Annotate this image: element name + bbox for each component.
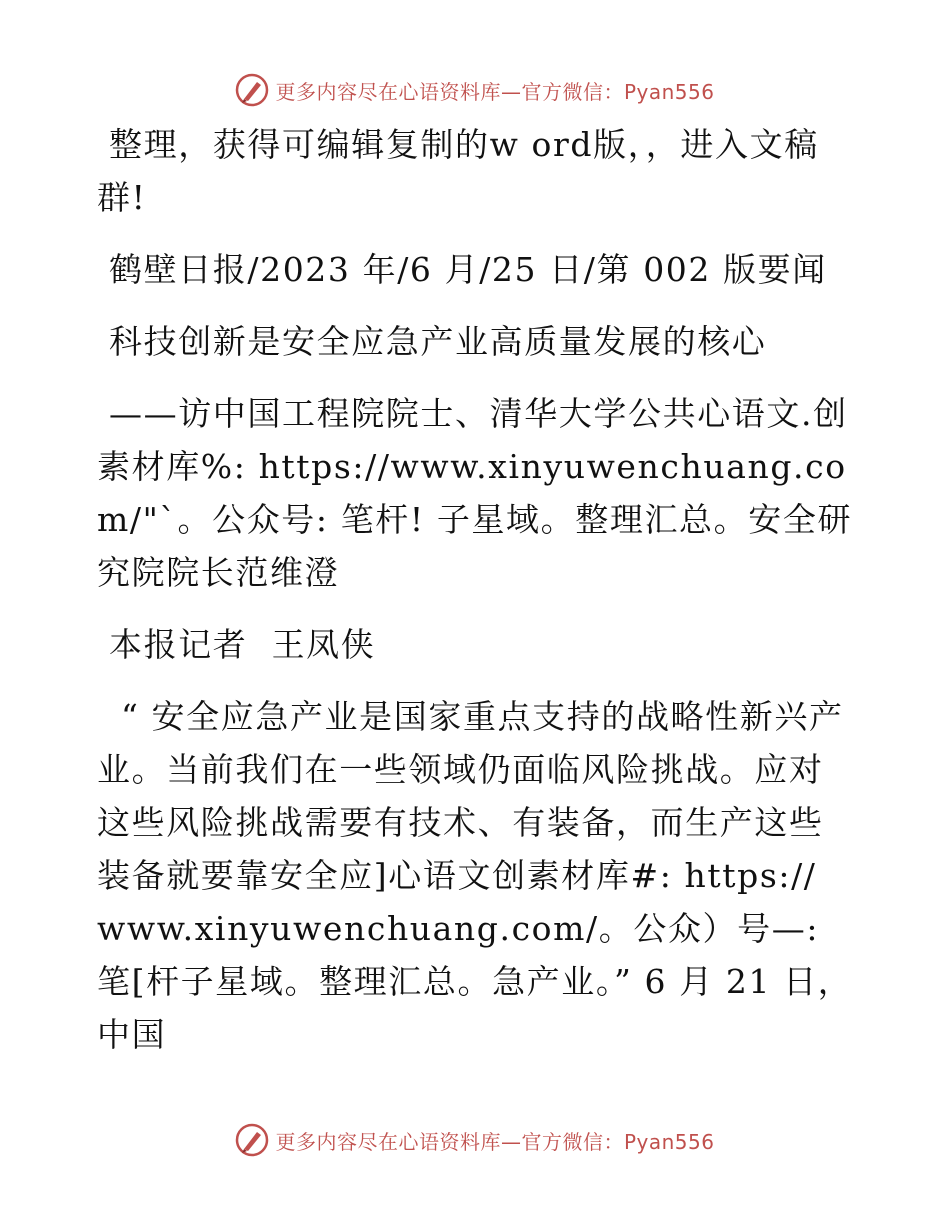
- subheadline: ——访中国工程院院士、清华大学公共心语文.创素材库%: https://www.xinyuwenchuang.com/"`。公众号: 笔杆! 子星域。整理汇总。安全研究院院长范维澄: [97, 394, 853, 592]
- byline: 本报记者 王凤侠: [109, 625, 376, 664]
- watermark-footer: [0, 1120, 950, 1160]
- watermark-text: 更多内容尽在心语资料库—官方微信：Pyan556: [275, 79, 715, 104]
- source-line: 鹤壁日报/2023 年/6 月/25 日/第 002 版要闻: [109, 250, 827, 289]
- intro-paragraph: 整理，获得可编辑复制的w ord版，，进入文稿群!: [97, 125, 819, 217]
- headline: 科技创新是安全应急产业高质量发展的核心: [109, 322, 767, 361]
- watermark-text: 更多内容尽在心语资料库—官方微信：Pyan556: [275, 1129, 715, 1154]
- body-paragraph: “ 安全应急产业是国家重点支持的战略性新兴产业。当前我们在一些领域仍面临风险挑战。应对这些风险挑战需要有技术、有装备，而生产这些装备就要靠安全应]心语文创素材库#: https:// www.xinyuwenchuang.com/。公众）号—: 笔[杆子星域。整理汇总。急产业。” 6 月 21 日，中国: [97, 697, 853, 1054]
- pen-nib-logo-icon: [235, 1123, 269, 1157]
- document-body: [97, 118, 857, 1061]
- watermark-header: [0, 70, 950, 110]
- pen-nib-logo-icon: [235, 73, 269, 107]
